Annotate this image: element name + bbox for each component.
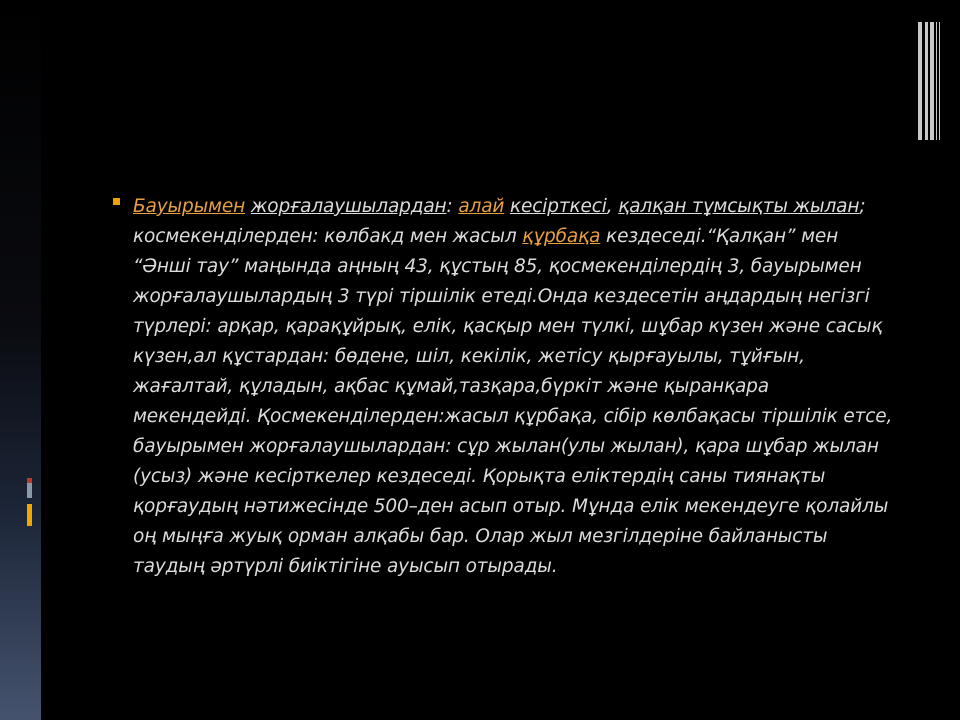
- header-bar-2: [925, 22, 928, 140]
- text-segment-3: ,: [606, 196, 619, 217]
- header-bar-5: [939, 22, 940, 140]
- link-kalkan-tumsykty-zhylan[interactable]: қалқан тұмсықты жылан: [618, 196, 860, 217]
- sidebar-stripe-grey: [27, 483, 32, 498]
- sidebar-stripe-orange: [27, 504, 32, 526]
- sidebar-stripe-red: [27, 478, 32, 483]
- text-segment-1: :: [446, 196, 459, 217]
- body-paragraph: [133, 192, 893, 582]
- link-alai[interactable]: алай: [458, 196, 505, 217]
- sidebar-decoration: [0, 0, 41, 720]
- header-bar-3: [930, 22, 934, 140]
- bullet-icon: [113, 198, 120, 205]
- text-segment-5: кездеседі.“Қалқан” мен “Әнші тау” маңында аңның 43, құстың 85, қосмекенділердің 3, бауырымен жорғалаушылардың 3 түрі тіршілік етеді.Онда кездесетін аңдардың негізгі түрлері: арқар, қарақұйрық, елік, қасқыр мен түлкі, шұбар күзен және сасық күзен,ал құстардан: бөдене, шіл, кекілік, жетісу қырғауылы, тұйғын, жағалтай, құладын, ақбас құмай,тазқара,бүркіт және қыранқара мекендейді. Қосмекенділерден:жасыл құрбақа, сібір көлбақасы тіршілік етсе, бауырымен жорғалаушылардан: сұр жылан(улы жылан), қара шұбар жылан (усыз) және кесірткелер кездеседі. Қорықта еліктердің саны тиянақты қорғаудың нәтижесінде 500–ден асып отыр. Мұнда елік мекендеуге қолайлы оң мыңға жуық орман алқабы бар. Олар жыл мезгілдеріне байланысты таудың әртүрлі биіктігіне ауысып отырады.: [133, 226, 893, 577]
- link-kurbaka[interactable]: құрбақа: [522, 226, 601, 247]
- link-zhorgalaushylardan[interactable]: жорғалаушылардан: [250, 196, 447, 217]
- header-bar-1: [918, 22, 922, 140]
- link-kesirtkesi[interactable]: кесірткесі: [509, 196, 607, 217]
- text-segment-4: ; космекенділерден: көлбакд мен жасыл: [133, 196, 866, 247]
- header-bar-4: [936, 22, 937, 140]
- link-bauyrymen[interactable]: Бауырымен: [133, 196, 246, 217]
- slide-content: [113, 192, 893, 582]
